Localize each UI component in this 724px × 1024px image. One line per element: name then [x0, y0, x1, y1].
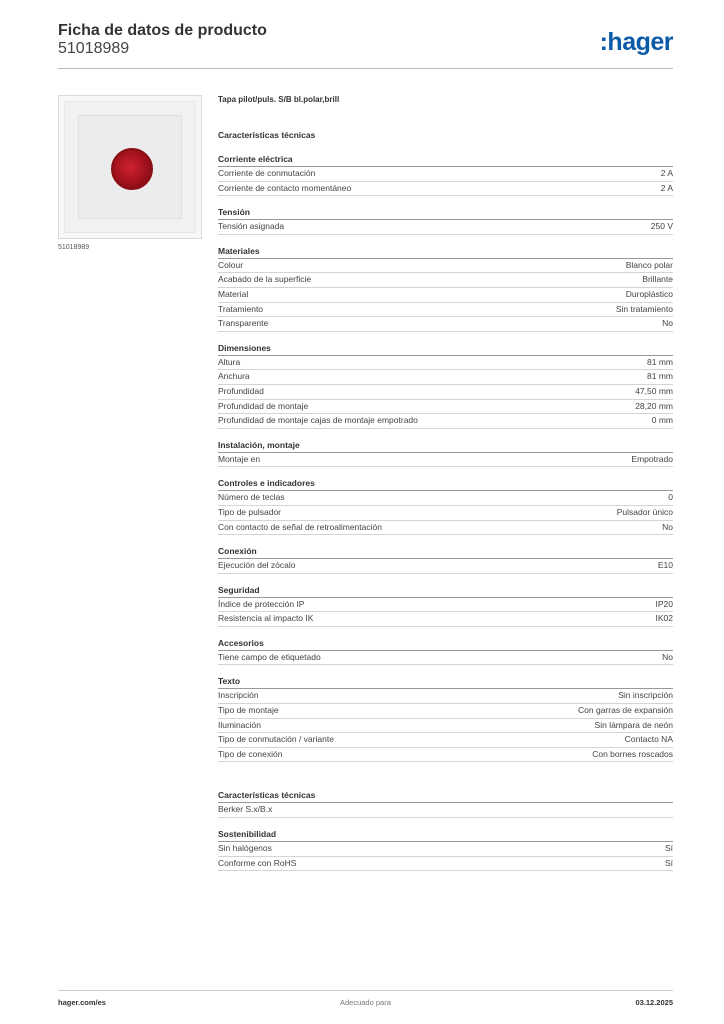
spec-value: 250 V [650, 221, 673, 232]
spec-row [218, 414, 673, 429]
spec-label: Tipo de montaje [218, 705, 279, 716]
section-title: Corriente eléctrica [218, 154, 673, 167]
spec-value: 2 A [660, 182, 673, 193]
spec-section [218, 638, 673, 666]
spec-label: Tratamiento [218, 303, 264, 314]
spec-section [218, 676, 673, 762]
spacer [218, 773, 673, 790]
footer-date: 03.12.2025 [635, 998, 673, 1007]
spec-value: IK02 [655, 613, 673, 624]
spec-value: Sin tratamiento [615, 303, 673, 314]
spec-row [218, 167, 673, 182]
spec-row [218, 491, 673, 506]
section-title: Conexión [218, 546, 673, 559]
spec-row [218, 303, 673, 318]
spec-sections [218, 154, 673, 762]
spec-value: 28,20 mm [635, 400, 673, 411]
spec-label: Anchura [218, 371, 250, 382]
spec-label: Berker S.x/B.x [218, 804, 273, 815]
spec-section [218, 154, 673, 196]
header-divider [58, 68, 673, 69]
section-title: Sostenibilidad [218, 829, 673, 842]
spec-section [218, 585, 673, 627]
spec-value: 81 mm [647, 356, 673, 367]
spec-value: Blanco polar [625, 259, 673, 270]
section-title: Accesorios [218, 638, 673, 651]
spec-row [218, 370, 673, 385]
spec-label: Ejecución del zócalo [218, 560, 296, 571]
spec-value: Sin inscripción [618, 690, 673, 701]
product-image [58, 95, 202, 239]
spec-label: Colour [218, 259, 244, 270]
spec-label: Profundidad de montaje [218, 400, 309, 411]
spec-label: Tiene campo de etiquetado [218, 651, 321, 662]
spec-section [218, 829, 673, 871]
spec-row [218, 521, 673, 536]
spec-value: Sí [664, 843, 673, 854]
spec-row [218, 220, 673, 235]
spec-value: IP20 [655, 598, 673, 609]
section-title: Texto [218, 676, 673, 689]
spec-value: Pulsador único [616, 506, 673, 517]
document-title: Ficha de datos de producto [58, 22, 267, 39]
spec-row [218, 689, 673, 704]
spec-value: Sí [664, 857, 673, 868]
spec-label: Iluminación [218, 719, 261, 730]
tech-heading [218, 130, 673, 143]
section-title: Controles e indicadores [218, 478, 673, 491]
spec-value: Brillante [642, 274, 673, 285]
spec-value: Sin lámpara de neón [594, 719, 673, 730]
spec-label: Sin halógenos [218, 843, 272, 854]
spec-label: Tipo de pulsador [218, 506, 282, 517]
spec-row [218, 400, 673, 415]
spec-row [218, 733, 673, 748]
spec-label: Tipo de conmutación / variante [218, 734, 334, 745]
spec-value: No [662, 521, 673, 532]
spec-label: Inscripción [218, 690, 259, 701]
spec-label: Transparente [218, 318, 269, 329]
section-title: Características técnicas [218, 790, 673, 803]
section-title: Instalación, montaje [218, 440, 673, 453]
spec-row [218, 857, 673, 872]
spec-value: 0 mm [651, 415, 673, 426]
product-number: 51018989 [58, 40, 130, 57]
spec-section [218, 207, 673, 235]
spec-value: Duroplástico [625, 288, 673, 299]
spec-value: Con bornes roscados [592, 748, 673, 759]
spec-row [218, 559, 673, 574]
footer-note: Adecuado para [340, 998, 391, 1007]
spec-row [218, 288, 673, 303]
spec-row [218, 506, 673, 521]
spec-label: Profundidad [218, 385, 264, 396]
spec-section [218, 246, 673, 332]
spec-label: Montaje en [218, 453, 261, 464]
spec-label: Corriente de contacto momentáneo [218, 182, 352, 193]
spec-label: Corriente de conmutación [218, 168, 316, 178]
plate-inner-frame [78, 115, 182, 219]
spec-label: Conforme con RoHS [218, 857, 297, 868]
spec-row [218, 273, 673, 288]
spec-label: Altura [218, 356, 241, 367]
spec-row [218, 356, 673, 371]
spec-value: No [662, 651, 673, 662]
spec-content [218, 95, 673, 882]
spec-label: Número de teclas [218, 492, 285, 503]
spec-value: Con garras de expansión [578, 705, 673, 716]
document-header [58, 22, 673, 58]
spec-row [218, 704, 673, 719]
spec-row [218, 803, 673, 818]
footer-website: hager.com/es [58, 998, 106, 1007]
spec-value: No [662, 318, 673, 329]
spec-section [218, 478, 673, 535]
spec-label: Acabado de la superficie [218, 274, 312, 285]
spec-label: Profundidad de montaje cajas de montaje empotrado [218, 415, 418, 426]
spec-value: 47,50 mm [635, 385, 673, 396]
spec-label: Con contacto de señal de retroalimentación [218, 521, 382, 532]
spec-row [218, 842, 673, 857]
spec-section [218, 343, 673, 429]
spec-section [218, 440, 673, 468]
spec-label: Resistencia al impacto IK [218, 613, 314, 624]
spec-row [218, 385, 673, 400]
hager-logo: :hager [599, 28, 673, 56]
section-title: Seguridad [218, 585, 673, 598]
product-name: Tapa pilot/puls. S/B bl.polar,brill [218, 95, 340, 104]
spec-label: Índice de protección IP [218, 598, 305, 609]
section-title: Materiales [218, 246, 673, 259]
footer-divider [58, 990, 673, 991]
spec-row [218, 259, 673, 274]
spec-value: 81 mm [647, 371, 673, 382]
spec-value: Contacto NA [624, 734, 673, 745]
spec-row [218, 651, 673, 666]
tech-heading-title: Características técnicas [218, 130, 316, 140]
spec-value: 2 A [660, 168, 673, 178]
spec-row [218, 317, 673, 332]
spec-label: Tipo de conexión [218, 748, 283, 759]
spec-row [218, 612, 673, 627]
spec-row [218, 719, 673, 734]
spec-section [218, 546, 673, 574]
spec-section [218, 790, 673, 818]
spec-row [218, 598, 673, 613]
image-caption: 51018989 [58, 244, 90, 251]
red-pilot-lens-icon [111, 148, 153, 190]
section-title: Tensión [218, 207, 673, 220]
spec-value: E10 [657, 560, 673, 571]
spec-label: Tensión asignada [218, 221, 285, 232]
cover-plate-illustration [64, 101, 196, 233]
spec-row [218, 182, 673, 197]
section-title: Dimensiones [218, 343, 673, 356]
spec-label: Material [218, 288, 249, 299]
spec-row [218, 748, 673, 763]
spec-value: 0 [668, 492, 673, 503]
spec-row [218, 453, 673, 468]
spec-value: Empotrado [631, 453, 673, 464]
extra-spec-sections [218, 790, 673, 871]
